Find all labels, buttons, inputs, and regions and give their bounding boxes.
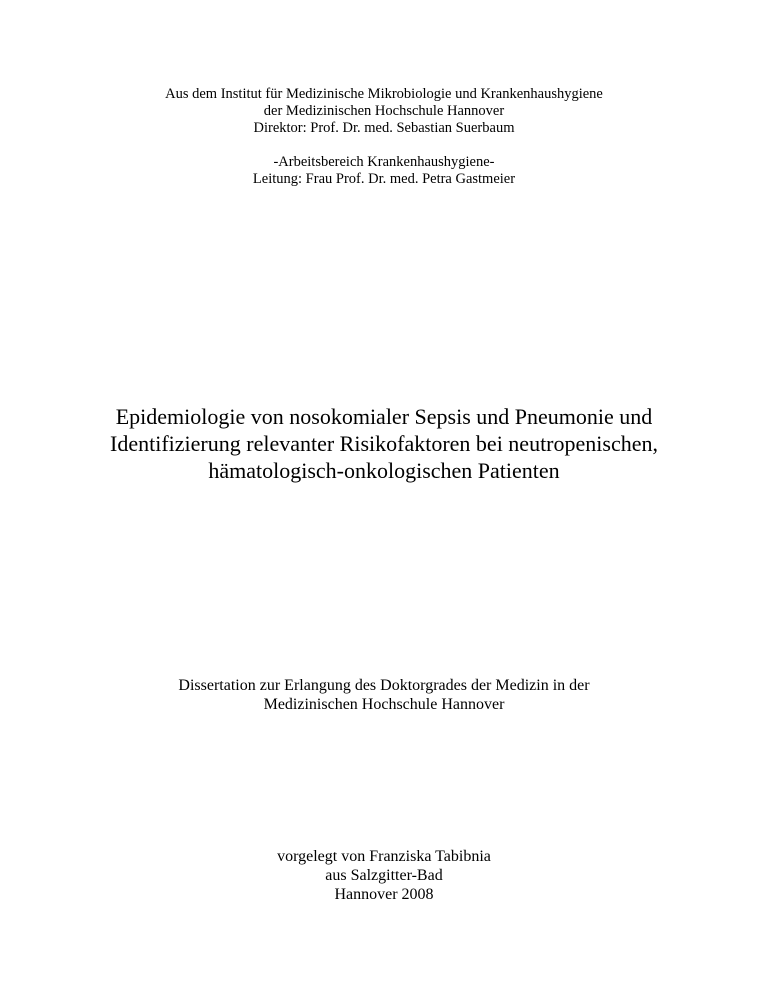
- department-header: [0, 154, 768, 188]
- place-year-line: Hannover 2008: [334, 886, 434, 903]
- institute-header: [0, 86, 768, 137]
- dissertation-line: Dissertation zur Erlangung des Doktorgrades der Medizin in der: [178, 677, 590, 694]
- title-line: Identifizierung relevanter Risikofaktoren bei neutropenischen,: [110, 431, 658, 456]
- title-line: hämatologisch-onkologischen Patienten: [208, 458, 560, 483]
- institute-name-line: Aus dem Institut für Medizinische Mikrobiologie und Krankenhaushygiene: [165, 86, 603, 102]
- department-name-line: -Arbeitsbereich Krankenhaushygiene-: [273, 154, 495, 170]
- author-name-line: vorgelegt von Franziska Tabibnia: [277, 848, 491, 865]
- author-origin-line: aus Salzgitter-Bad: [325, 867, 443, 884]
- dissertation-statement: [0, 676, 768, 714]
- dissertation-line: Medizinischen Hochschule Hannover: [263, 696, 505, 713]
- director-line: Direktor: Prof. Dr. med. Sebastian Suerbaum: [253, 120, 515, 136]
- title-line: Epidemiologie von nosokomialer Sepsis und Pneumonie und: [115, 404, 653, 429]
- thesis-title: [0, 403, 768, 484]
- department-head-line: Leitung: Frau Prof. Dr. med. Petra Gastmeier: [252, 171, 516, 187]
- author-info: [0, 847, 768, 904]
- university-line: der Medizinischen Hochschule Hannover: [263, 103, 505, 119]
